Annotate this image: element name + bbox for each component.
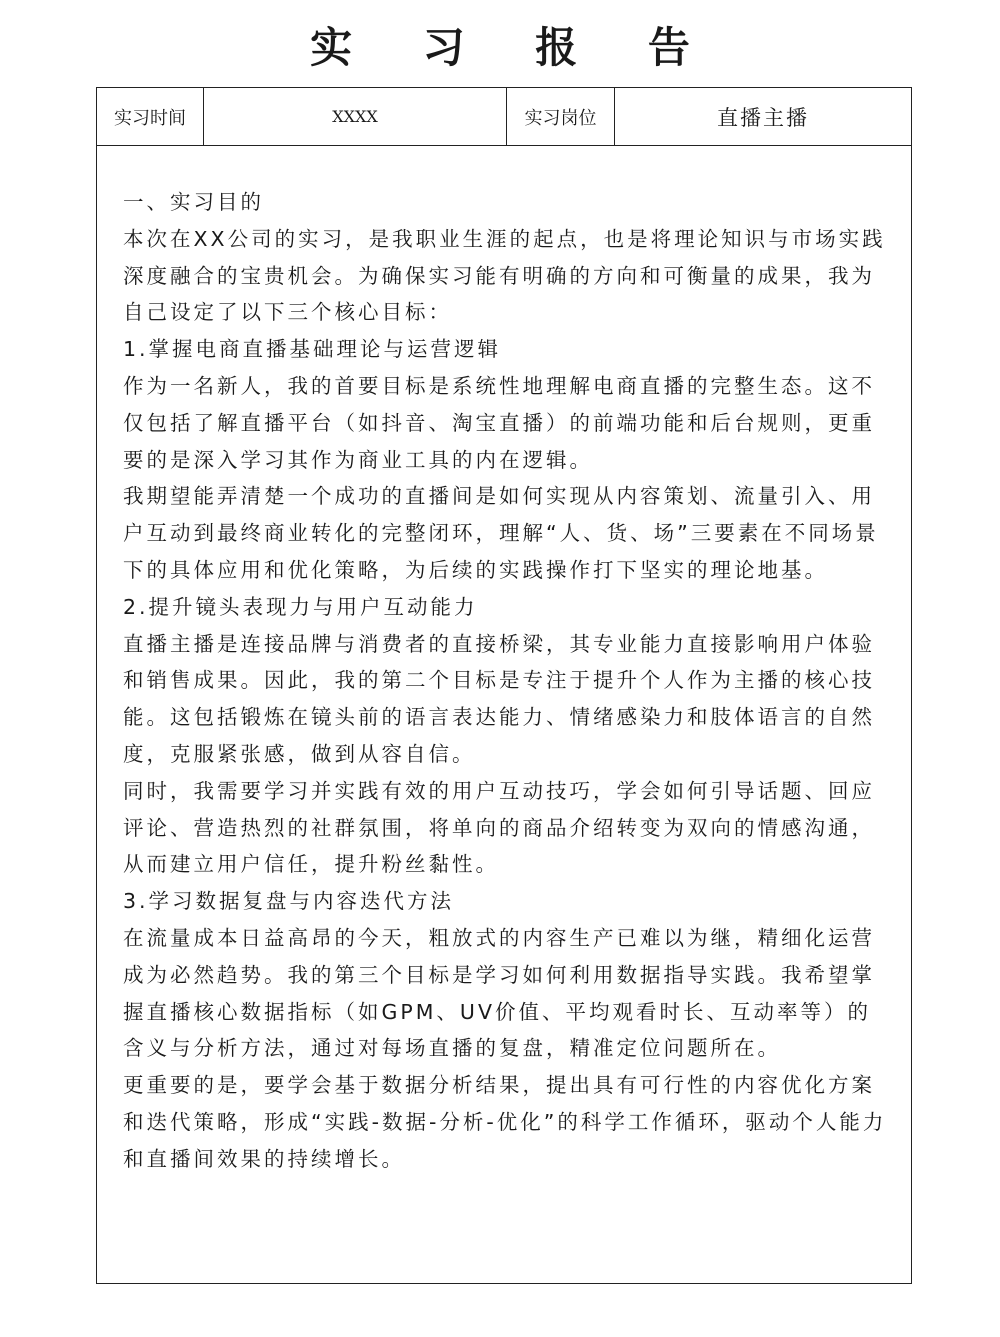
subheading: 3.学习数据复盘与内容迭代方法 <box>123 889 455 914</box>
subheading: 2.提升镜头表现力与用户互动能力 <box>123 594 478 619</box>
page-title: 实 习 报 告 <box>310 23 718 72</box>
paragraph: 我期望能弄清楚一个成功的直播间是如何实现从内容策划、流量引入、用户互动到最终商业转化的完整闭环，理解“人、货、场”三要素在不同场景下的具体应用和优化策略，为后续的实践操作打下坚实的理论地基。 <box>123 484 879 582</box>
subheading: 1.掌握电商直播基础理论与运营逻辑 <box>123 337 502 362</box>
paragraph: 更重要的是，要学会基于数据分析结果，提出具有可行性的内容优化方案和迭代策略，形成“实践-数据-分析-优化”的科学工作循环，驱动个人能力和直播间效果的持续增长。 <box>123 1073 887 1171</box>
report-table <box>96 87 912 1284</box>
internship-time-value: XXXX <box>204 88 507 145</box>
paragraph: 直播主播是连接品牌与消费者的直接桥梁，其专业能力直接影响用户体验和销售成果。因此，我的第二个目标是专注于提升个人作为主播的核心技能。这包括锻炼在镜头前的语言表达能力、情绪感染力和肢体语言的自然度，克服紧张感，做到从容自信。 <box>123 631 875 766</box>
paragraph: 同时，我需要学习并实践有效的用户互动技巧，学会如何引导话题、回应评论、营造热烈的社群氛围，将单向的商品介绍转变为双向的情感沟通，从而建立用户信任，提升粉丝黏性。 <box>123 778 875 877</box>
internship-post-value: 直播主播 <box>717 105 809 130</box>
paragraph: 作为一名新人，我的首要目标是系统性地理解电商直播的完整生态。这不仅包括了解直播平台（如抖音、淘宝直播）的前端功能和后台规则，更重要的是深入学习其作为商业工具的内在逻辑。 <box>123 373 875 472</box>
paragraph: 本次在XX公司的实习，是我职业生涯的起点，也是将理论知识与市场实践深度融合的宝贵机会。为确保实习能有明确的方向和可衡量的成果，我为自己设定了以下三个核心目标： <box>123 226 886 325</box>
internship-post-label: 实习岗位 <box>507 88 615 145</box>
paragraph: 在流量成本日益高昂的今天，粗放式的内容生产已难以为继，精细化运营成为必然趋势。我的第三个目标是学习如何利用数据指导实践。我希望掌握直播核心数据指标（如GPM、UV价值、平均观看时长、互动率等）的含义与分析方法，通过对每场直播的复盘，精准定位问题所在。 <box>123 925 875 1061</box>
header-row <box>97 88 911 146</box>
report-body <box>123 184 893 1178</box>
internship-time-label: 实习时间 <box>97 88 204 145</box>
section-heading: 一、实习目的 <box>123 190 264 214</box>
